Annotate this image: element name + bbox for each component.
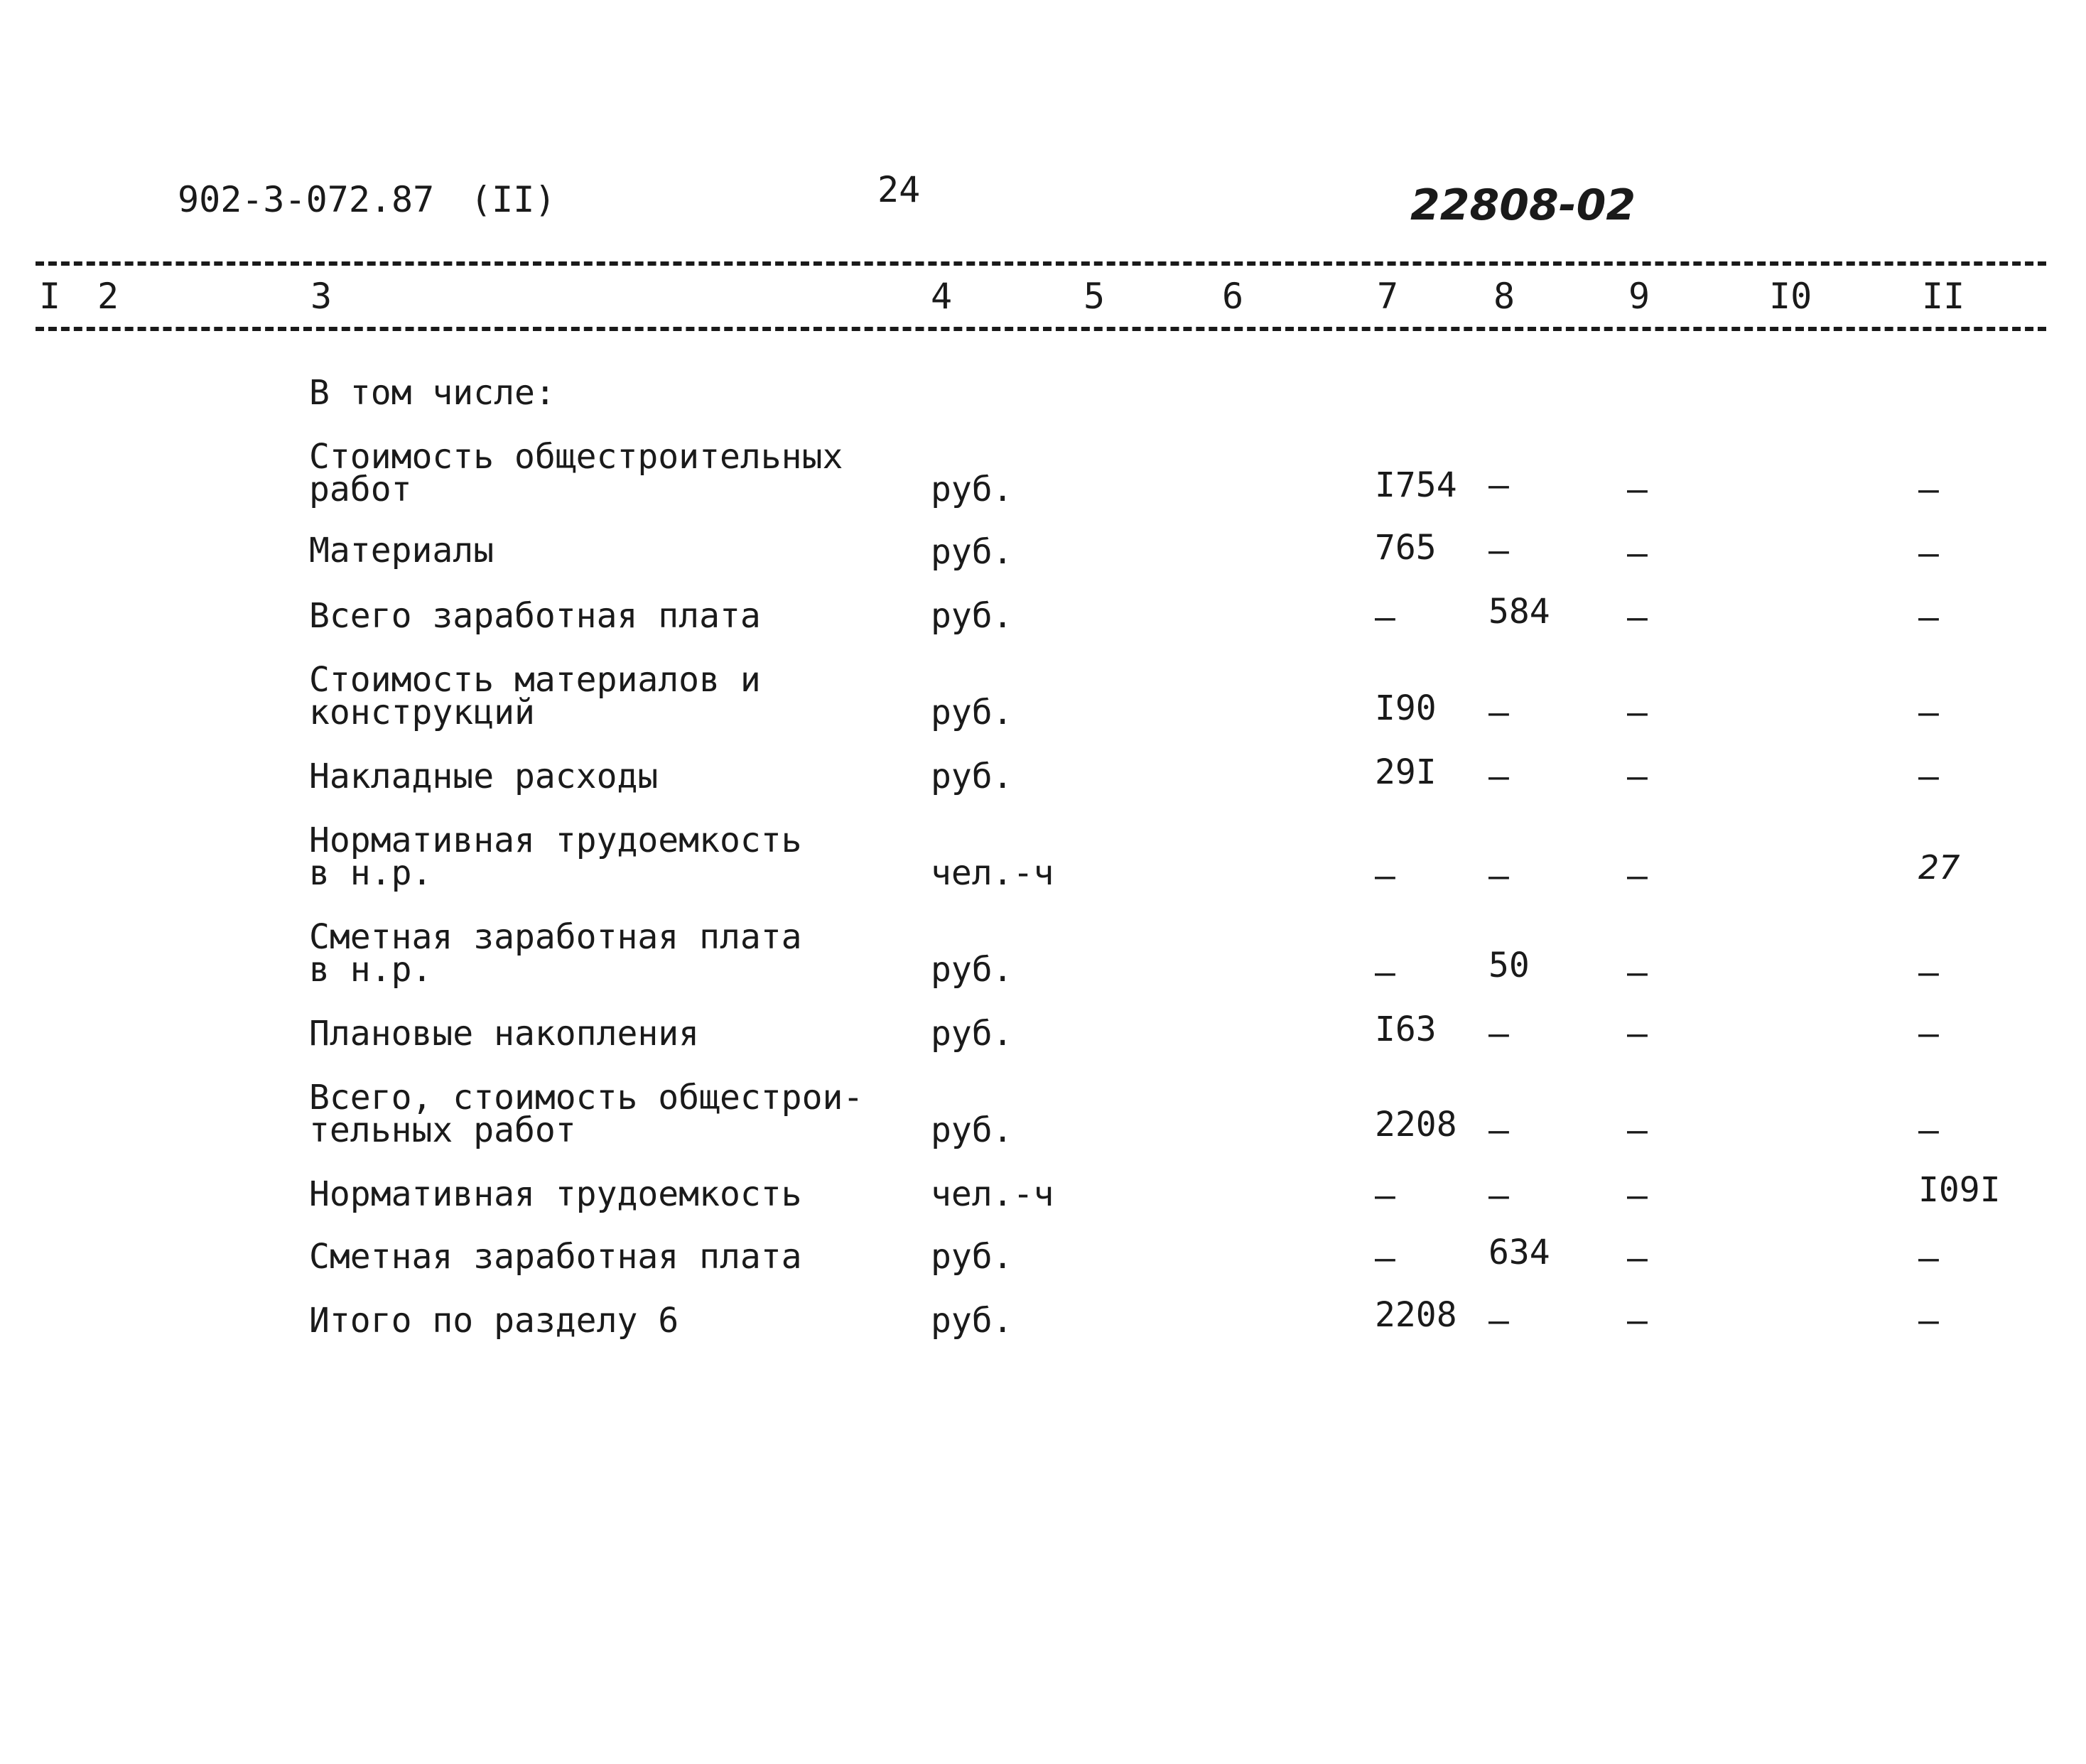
row-label-line: Материалы xyxy=(309,531,495,570)
row-col7: – xyxy=(1375,597,1395,637)
row-col9: – xyxy=(1627,953,1648,992)
column-number-8: 8 xyxy=(1493,276,1515,317)
row-unit: чел.-ч xyxy=(931,853,1054,893)
column-number-1: I xyxy=(39,276,61,317)
row-label-line: тельных работ xyxy=(309,1110,576,1150)
row-col7: I90 xyxy=(1375,688,1437,728)
row-col8: – xyxy=(1488,1301,1509,1341)
row-col11: – xyxy=(1918,1014,1939,1054)
row-col8: 50 xyxy=(1488,946,1530,985)
row-col7: – xyxy=(1375,856,1395,896)
column-number-3: 3 xyxy=(310,276,333,317)
row-label-line: Сметная заработная плата xyxy=(309,1237,802,1277)
row-label-line: работ xyxy=(309,470,412,509)
row-col9: – xyxy=(1627,856,1648,896)
row-col11: – xyxy=(1918,597,1939,637)
column-number-11: II xyxy=(1922,276,1965,317)
row-label-line: Нормативная трудоемкость xyxy=(309,821,802,860)
row-unit: руб. xyxy=(931,757,1013,796)
column-number-2: 2 xyxy=(97,276,119,317)
row-unit: руб. xyxy=(931,596,1013,636)
column-number-10: I0 xyxy=(1769,276,1812,317)
row-unit: руб. xyxy=(931,950,1013,990)
row-col11: – xyxy=(1918,757,1939,796)
row-col9: – xyxy=(1627,1110,1648,1150)
row-unit: руб. xyxy=(931,532,1013,572)
row-col11: – xyxy=(1918,693,1939,732)
row-label-line: Всего, стоимость общестрои- xyxy=(309,1078,864,1118)
row-col11: – xyxy=(1918,1110,1939,1150)
row-col9: – xyxy=(1627,1014,1648,1054)
row-col8: – xyxy=(1488,693,1509,732)
row-unit: руб. xyxy=(931,470,1013,509)
column-number-6: 6 xyxy=(1222,276,1244,317)
document-code: 902-3-072.87 xyxy=(178,179,435,220)
row-unit: руб. xyxy=(931,1237,1013,1277)
row-label-line: в н.р. xyxy=(309,950,433,990)
row-col11: I09I xyxy=(1918,1170,2001,1210)
row-label-line: Накладные расходы xyxy=(309,757,659,796)
column-number-7: 7 xyxy=(1377,276,1399,317)
row-label-line: Сметная заработная плата xyxy=(309,917,802,957)
album-code: 22808-02 xyxy=(1410,180,1636,230)
page-number: 24 xyxy=(877,169,921,210)
row-col11: – xyxy=(1918,1238,1939,1278)
row-col11: – xyxy=(1918,953,1939,992)
row-col8: – xyxy=(1488,757,1509,796)
row-col8: – xyxy=(1488,465,1509,505)
row-col8: – xyxy=(1488,1110,1509,1150)
row-col9: – xyxy=(1627,470,1648,509)
row-col7: I754 xyxy=(1375,465,1457,505)
row-col9: – xyxy=(1627,1176,1648,1216)
row-col7: 2208 xyxy=(1375,1295,1457,1335)
row-label-line: Нормативная трудоемкость xyxy=(309,1174,802,1214)
section-intro: В том числе: xyxy=(309,373,556,413)
row-col7: 2208 xyxy=(1375,1105,1457,1145)
row-label-line: Плановые накопления xyxy=(309,1014,700,1054)
row-col11: – xyxy=(1918,470,1939,509)
row-label-line: Итого по разделу 6 xyxy=(309,1301,679,1341)
header-bottom-rule xyxy=(36,327,2046,331)
row-col9: – xyxy=(1627,1238,1648,1278)
row-label-line: в н.р. xyxy=(309,853,433,893)
row-col8: – xyxy=(1488,856,1509,896)
row-col9: – xyxy=(1627,1301,1648,1341)
column-number-4: 4 xyxy=(931,276,953,317)
row-col7: – xyxy=(1375,1238,1395,1278)
row-col11: – xyxy=(1918,1301,1939,1341)
row-col9: – xyxy=(1627,757,1648,796)
row-label-line: Всего заработная плата xyxy=(309,596,761,636)
row-col11: – xyxy=(1918,534,1939,573)
row-col7: – xyxy=(1375,953,1395,992)
document-part: (II) xyxy=(470,179,556,220)
row-unit: руб. xyxy=(931,1014,1013,1054)
header-top-rule xyxy=(36,261,2046,266)
row-label-line: Стоимость общестроительных xyxy=(309,437,843,477)
row-col9: – xyxy=(1627,693,1648,732)
row-col8: – xyxy=(1488,1014,1509,1054)
row-col9: – xyxy=(1627,597,1648,637)
row-col8: – xyxy=(1488,1176,1509,1216)
column-number-9: 9 xyxy=(1628,276,1650,317)
row-unit: руб. xyxy=(931,1110,1013,1150)
row-col8: 634 xyxy=(1488,1233,1550,1272)
row-unit: руб. xyxy=(931,693,1013,732)
row-col7: 765 xyxy=(1375,528,1437,568)
row-col7: 29I xyxy=(1375,752,1437,792)
row-col7: – xyxy=(1375,1176,1395,1216)
row-col9: – xyxy=(1627,534,1648,573)
row-col8: 584 xyxy=(1488,592,1550,632)
row-col11: 27 xyxy=(1918,848,1960,887)
row-label-line: конструкций xyxy=(309,693,535,732)
row-label-line: Стоимость материалов и xyxy=(309,660,761,700)
row-unit: руб. xyxy=(931,1301,1013,1341)
row-col8: – xyxy=(1488,531,1509,570)
column-number-5: 5 xyxy=(1083,276,1106,317)
row-unit: чел.-ч xyxy=(931,1174,1054,1214)
row-col7: I63 xyxy=(1375,1010,1437,1049)
